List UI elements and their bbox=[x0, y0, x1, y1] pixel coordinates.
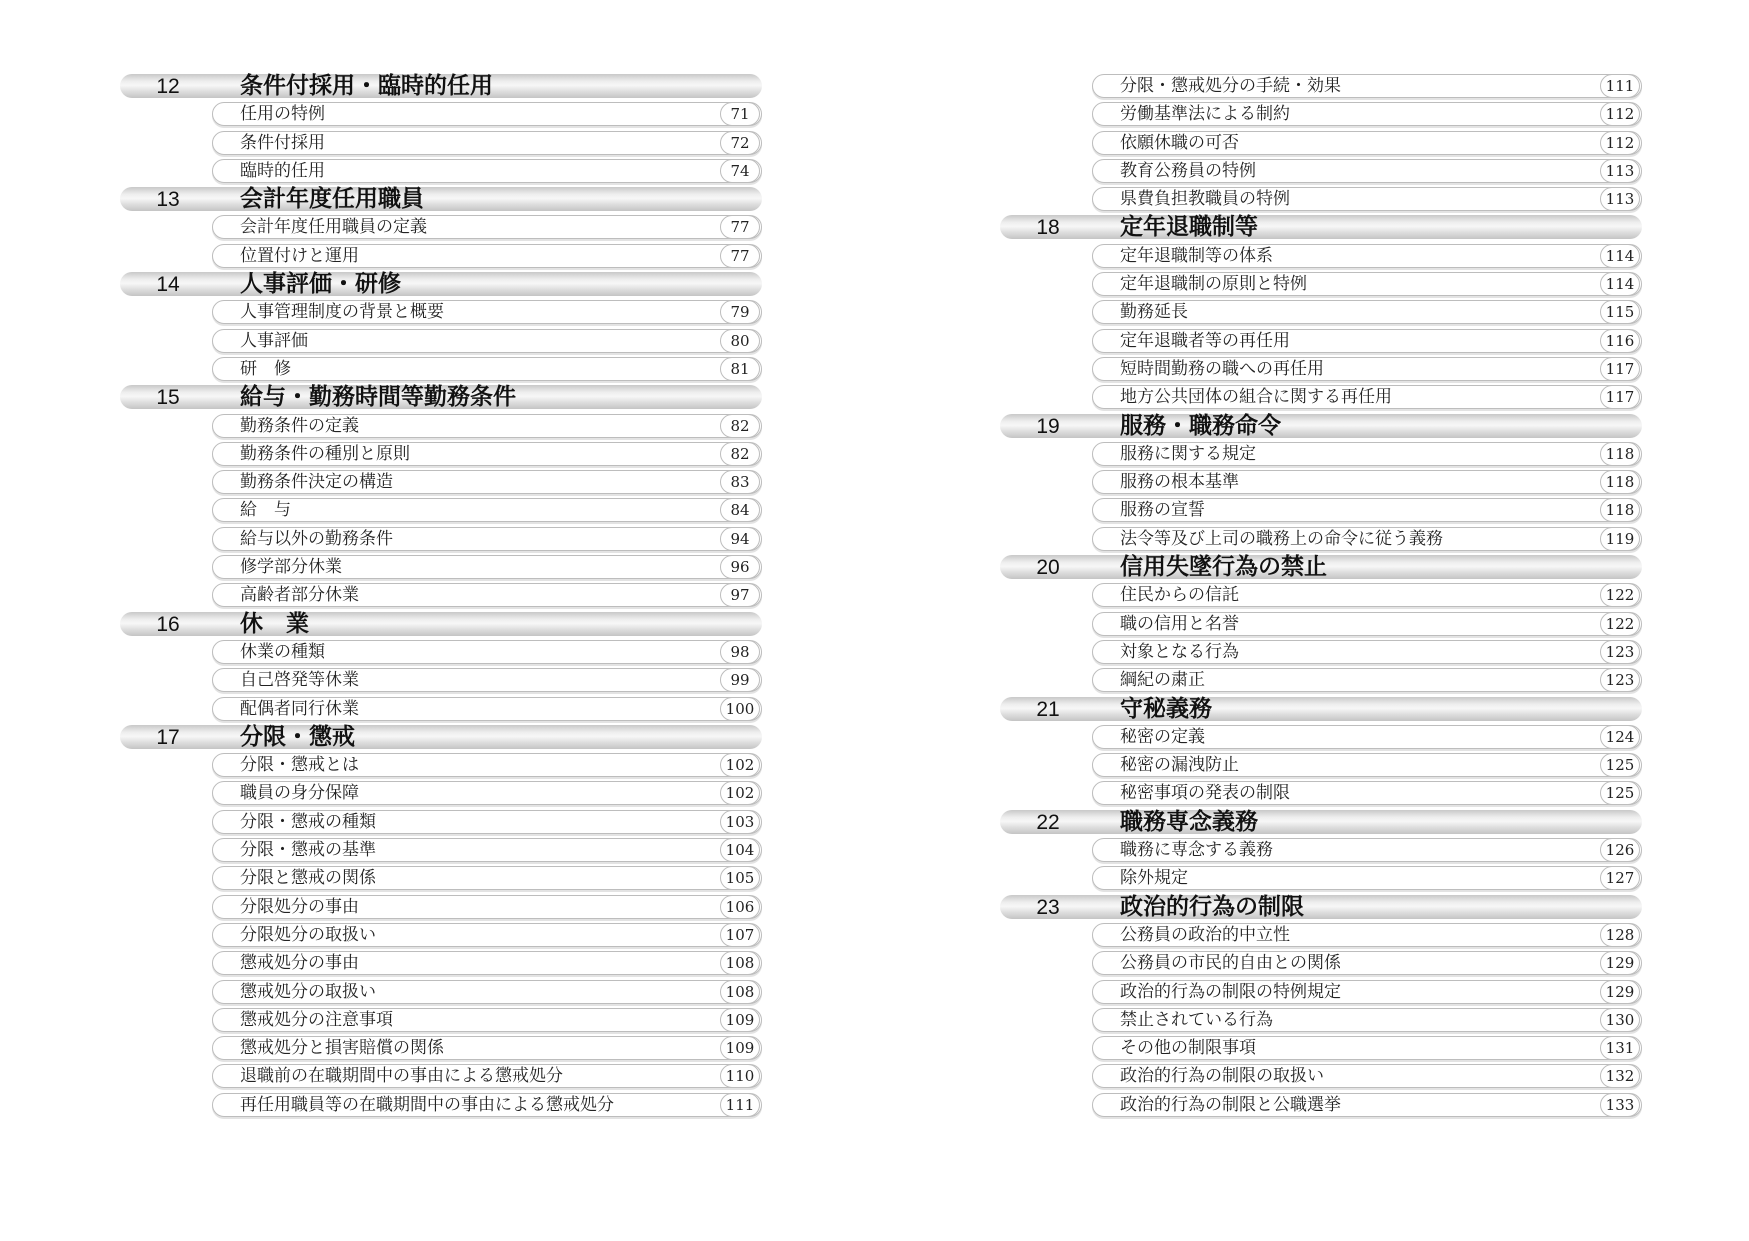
toc-entry[interactable] bbox=[120, 100, 762, 128]
toc-entry-label: 政治的行為の制限の特例規定 bbox=[1120, 981, 1341, 1002]
toc-entry-page-number: 77 bbox=[720, 215, 760, 239]
toc-entry[interactable] bbox=[1000, 921, 1642, 949]
toc-entry-page-number: 111 bbox=[1600, 74, 1640, 98]
toc-entry[interactable] bbox=[120, 129, 762, 157]
toc-entry-label: 位置付けと運用 bbox=[240, 245, 359, 266]
toc-entry-page-number: 124 bbox=[1600, 725, 1640, 749]
toc-entry-page-number: 104 bbox=[720, 838, 760, 862]
toc-entry-label: 再任用職員等の在職期間中の事由による懲戒処分 bbox=[240, 1094, 614, 1115]
toc-entry-page-number: 79 bbox=[720, 300, 760, 324]
chapter-heading[interactable] bbox=[120, 72, 762, 100]
toc-entry-label: 住民からの信託 bbox=[1120, 585, 1239, 606]
toc-entry-page-number: 111 bbox=[720, 1093, 760, 1117]
toc-entry-label: 定年退職制等の体系 bbox=[1120, 245, 1273, 266]
chapter-number: 14 bbox=[156, 273, 180, 297]
toc-entry-page-number: 129 bbox=[1600, 951, 1640, 975]
toc-entry-label: 任用の特例 bbox=[240, 104, 325, 125]
toc-right-column bbox=[1000, 72, 1642, 1119]
toc-entry-page-number: 110 bbox=[720, 1064, 760, 1088]
toc-entry-label: 懲戒処分の注意事項 bbox=[240, 1009, 393, 1030]
toc-entry-label: 自己啓発等休業 bbox=[240, 670, 359, 691]
toc-entry-page-number: 82 bbox=[720, 442, 760, 466]
chapter-heading-bar bbox=[1000, 810, 1642, 834]
toc-entry-page-number: 118 bbox=[1600, 470, 1640, 494]
toc-entry-page-number: 118 bbox=[1600, 442, 1640, 466]
toc-entry-page-number: 112 bbox=[1600, 102, 1640, 126]
toc-entry-page-number: 100 bbox=[720, 697, 760, 721]
toc-entry-page-number: 107 bbox=[720, 923, 760, 947]
toc-entry-label: 研 修 bbox=[240, 358, 291, 379]
toc-entry-page-number: 112 bbox=[1600, 131, 1640, 155]
toc-entry-label: 分限・懲戒の種類 bbox=[240, 811, 376, 832]
toc-entry-page-number: 129 bbox=[1600, 980, 1640, 1004]
chapter-number: 23 bbox=[1036, 895, 1060, 919]
toc-entry-label: 分限・懲戒の基準 bbox=[240, 840, 376, 861]
toc-entry[interactable] bbox=[1000, 779, 1642, 807]
chapter-title: 職務専念義務 bbox=[1120, 808, 1258, 835]
toc-entry-label: 修学部分休業 bbox=[240, 557, 342, 578]
toc-entry-label: 服務の根本基準 bbox=[1120, 472, 1239, 493]
toc-entry[interactable] bbox=[1000, 440, 1642, 468]
toc-entry-page-number: 131 bbox=[1600, 1036, 1640, 1060]
toc-entry-page-number: 80 bbox=[720, 329, 760, 353]
toc-entry-label: 勤務延長 bbox=[1120, 302, 1188, 323]
toc-entry-label: 定年退職制の原則と特例 bbox=[1120, 274, 1307, 295]
toc-entry-page-number: 117 bbox=[1600, 385, 1640, 409]
chapter-heading-bar bbox=[1000, 895, 1642, 919]
toc-entry-page-number: 102 bbox=[720, 753, 760, 777]
toc-entry[interactable] bbox=[1000, 638, 1642, 666]
toc-entry[interactable] bbox=[120, 1062, 762, 1090]
toc-entry-label: 分限処分の取扱い bbox=[240, 924, 376, 945]
toc-entry[interactable] bbox=[1000, 751, 1642, 779]
toc-entry[interactable] bbox=[120, 864, 762, 892]
toc-entry-page-number: 123 bbox=[1600, 668, 1640, 692]
toc-entry-page-number: 128 bbox=[1600, 923, 1640, 947]
toc-entry-page-number: 81 bbox=[720, 357, 760, 381]
toc-entry[interactable] bbox=[1000, 1062, 1642, 1090]
toc-entry-label: 懲戒処分の取扱い bbox=[240, 981, 376, 1002]
toc-entry[interactable] bbox=[120, 779, 762, 807]
toc-entry[interactable] bbox=[1000, 72, 1642, 100]
toc-entry[interactable] bbox=[120, 921, 762, 949]
toc-entry-page-number: 102 bbox=[720, 781, 760, 805]
toc-entry[interactable] bbox=[120, 666, 762, 694]
toc-entry-page-number: 113 bbox=[1600, 187, 1640, 211]
toc-entry[interactable] bbox=[120, 242, 762, 270]
toc-entry[interactable] bbox=[1000, 327, 1642, 355]
toc-entry-label: 短時間勤務の職への再任用 bbox=[1120, 358, 1324, 379]
toc-entry-page-number: 130 bbox=[1600, 1008, 1640, 1032]
toc-entry-page-number: 125 bbox=[1600, 753, 1640, 777]
toc-entry[interactable] bbox=[1000, 581, 1642, 609]
chapter-heading[interactable] bbox=[1000, 695, 1642, 723]
toc-entry-page-number: 118 bbox=[1600, 498, 1640, 522]
toc-entry[interactable] bbox=[120, 525, 762, 553]
chapter-heading-bar bbox=[120, 612, 762, 636]
toc-entry[interactable] bbox=[1000, 496, 1642, 524]
toc-entry[interactable] bbox=[1000, 100, 1642, 128]
toc-entry[interactable] bbox=[120, 808, 762, 836]
chapter-number: 22 bbox=[1036, 810, 1060, 834]
chapter-heading[interactable] bbox=[120, 610, 762, 638]
chapter-number: 19 bbox=[1036, 414, 1060, 438]
chapter-title: 分限・懲戒 bbox=[240, 723, 355, 750]
toc-entry-label: 禁止されている行為 bbox=[1120, 1009, 1273, 1030]
toc-entry[interactable] bbox=[120, 978, 762, 1006]
toc-entry-label: 法令等及び上司の職務上の命令に従う義務 bbox=[1120, 528, 1443, 549]
toc-entry-label: 退職前の在職期間中の事由による懲戒処分 bbox=[240, 1066, 563, 1087]
toc-entry-label: 人事管理制度の背景と概要 bbox=[240, 302, 444, 323]
toc-entry[interactable] bbox=[120, 893, 762, 921]
chapter-heading[interactable] bbox=[1000, 213, 1642, 241]
toc-entry[interactable] bbox=[1000, 383, 1642, 411]
toc-entry-label: 県費負担教職員の特例 bbox=[1120, 189, 1290, 210]
toc-entry-label: 配偶者同行休業 bbox=[240, 698, 359, 719]
toc-entry[interactable] bbox=[1000, 949, 1642, 977]
toc-entry[interactable] bbox=[120, 440, 762, 468]
toc-entry-label: 綱紀の粛正 bbox=[1120, 670, 1205, 691]
toc-entry-label: 依願休職の可否 bbox=[1120, 132, 1239, 153]
toc-entry[interactable] bbox=[1000, 978, 1642, 1006]
toc-entry-label: 秘密事項の発表の制限 bbox=[1120, 783, 1290, 804]
toc-entry[interactable] bbox=[1000, 157, 1642, 185]
chapter-heading-bar bbox=[120, 187, 762, 211]
toc-entry-frame bbox=[212, 357, 762, 381]
chapter-heading-bar bbox=[1000, 697, 1642, 721]
toc-entry-page-number: 94 bbox=[720, 527, 760, 551]
toc-left-column bbox=[120, 72, 762, 1119]
chapter-title: 条件付採用・臨時的任用 bbox=[240, 73, 493, 99]
toc-entry-page-number: 98 bbox=[720, 640, 760, 664]
toc-entry-frame bbox=[212, 498, 762, 522]
toc-entry-label: 勤務条件の種別と原則 bbox=[240, 443, 410, 464]
toc-entry[interactable] bbox=[120, 157, 762, 185]
chapter-title: 定年退職制等 bbox=[1120, 214, 1258, 241]
toc-entry[interactable] bbox=[1000, 185, 1642, 213]
toc-entry-page-number: 74 bbox=[720, 159, 760, 183]
toc-entry-label: 公務員の市民的自由との関係 bbox=[1120, 953, 1341, 974]
toc-entry[interactable] bbox=[120, 751, 762, 779]
toc-entry-page-number: 83 bbox=[720, 470, 760, 494]
chapter-heading[interactable] bbox=[1000, 412, 1642, 440]
chapter-title: 服務・職務命令 bbox=[1120, 412, 1281, 439]
chapter-heading-bar bbox=[1000, 215, 1642, 239]
chapter-title: 会計年度任用職員 bbox=[240, 186, 424, 213]
toc-entry[interactable] bbox=[1000, 610, 1642, 638]
toc-entry-page-number: 127 bbox=[1600, 866, 1640, 890]
toc-entry-page-number: 77 bbox=[720, 244, 760, 268]
toc-entry-page-number: 122 bbox=[1600, 583, 1640, 607]
toc-entry-label: 勤務条件決定の構造 bbox=[240, 472, 393, 493]
toc-entry-label: 地方公共団体の組合に関する再任用 bbox=[1120, 387, 1392, 408]
toc-entry[interactable] bbox=[120, 1091, 762, 1119]
toc-entry-label: 服務に関する規定 bbox=[1120, 443, 1256, 464]
toc-entry-label: 分限処分の事由 bbox=[240, 896, 359, 917]
toc-entry-label: 高齢者部分休業 bbox=[240, 585, 359, 606]
toc-entry[interactable] bbox=[1000, 242, 1642, 270]
toc-entry-label: 給 与 bbox=[240, 500, 291, 521]
chapter-heading[interactable] bbox=[1000, 553, 1642, 581]
toc-entry-page-number: 117 bbox=[1600, 357, 1640, 381]
chapter-number: 15 bbox=[156, 386, 180, 410]
toc-entry-label: 懲戒処分と損害賠償の関係 bbox=[240, 1038, 444, 1059]
toc-entry-label: 定年退職者等の再任用 bbox=[1120, 330, 1290, 351]
toc-entry[interactable] bbox=[120, 1034, 762, 1062]
toc-entry-label: 職の信用と名誉 bbox=[1120, 613, 1239, 634]
toc-entry[interactable] bbox=[1000, 355, 1642, 383]
chapter-heading[interactable] bbox=[120, 185, 762, 213]
toc-entry[interactable] bbox=[120, 412, 762, 440]
toc-entry-label: 勤務条件の定義 bbox=[240, 415, 359, 436]
toc-entry-page-number: 114 bbox=[1600, 244, 1640, 268]
toc-entry-label: 公務員の政治的中立性 bbox=[1120, 924, 1290, 945]
chapter-heading-bar bbox=[120, 272, 762, 296]
toc-entry[interactable] bbox=[120, 695, 762, 723]
toc-entry[interactable] bbox=[120, 949, 762, 977]
toc-entry-label: 対象となる行為 bbox=[1120, 641, 1239, 662]
toc-entry-label: 会計年度任用職員の定義 bbox=[240, 217, 427, 238]
chapter-heading[interactable] bbox=[120, 270, 762, 298]
toc-entry-label: 除外規定 bbox=[1120, 868, 1188, 889]
toc-entry[interactable] bbox=[1000, 468, 1642, 496]
toc-entry-page-number: 96 bbox=[720, 555, 760, 579]
chapter-number: 18 bbox=[1036, 216, 1060, 240]
toc-entry-page-number: 103 bbox=[720, 810, 760, 834]
toc-entry-page-number: 115 bbox=[1600, 300, 1640, 324]
toc-entry-label: 給与以外の勤務条件 bbox=[240, 528, 393, 549]
toc-entry-page-number: 113 bbox=[1600, 159, 1640, 183]
toc-entry-page-number: 122 bbox=[1600, 612, 1640, 636]
toc-entry[interactable] bbox=[1000, 723, 1642, 751]
toc-entry[interactable] bbox=[1000, 1006, 1642, 1034]
toc-entry[interactable] bbox=[120, 581, 762, 609]
toc-entry-page-number: 109 bbox=[720, 1008, 760, 1032]
chapter-title: 信用失墜行為の禁止 bbox=[1120, 554, 1327, 581]
toc-entry-label: 条件付採用 bbox=[240, 132, 325, 153]
toc-entry[interactable] bbox=[120, 327, 762, 355]
toc-entry-label: 臨時的任用 bbox=[240, 160, 325, 181]
chapter-number: 20 bbox=[1036, 556, 1060, 580]
toc-entry-label: 人事評価 bbox=[240, 330, 308, 351]
toc-entry[interactable] bbox=[1000, 1091, 1642, 1119]
toc-entry[interactable] bbox=[120, 298, 762, 326]
toc-entry-page-number: 82 bbox=[720, 414, 760, 438]
toc-entry-page-number: 116 bbox=[1600, 329, 1640, 353]
toc-entry-label: その他の制限事項 bbox=[1120, 1038, 1256, 1059]
toc-entry[interactable] bbox=[1000, 836, 1642, 864]
toc-entry-page-number: 126 bbox=[1600, 838, 1640, 862]
toc-entry-label: 政治的行為の制限と公職選挙 bbox=[1120, 1094, 1341, 1115]
toc-entry-label: 秘密の定義 bbox=[1120, 726, 1205, 747]
toc-entry-page-number: 105 bbox=[720, 866, 760, 890]
toc-entry-label: 服務の宣誓 bbox=[1120, 500, 1205, 521]
chapter-title: 人事評価・研修 bbox=[240, 271, 401, 298]
chapter-heading[interactable] bbox=[120, 723, 762, 751]
toc-entry[interactable] bbox=[120, 836, 762, 864]
toc-entry-page-number: 109 bbox=[720, 1036, 760, 1060]
chapter-number: 17 bbox=[156, 725, 180, 749]
toc-entry-page-number: 97 bbox=[720, 583, 760, 607]
toc-entry-page-number: 132 bbox=[1600, 1064, 1640, 1088]
chapter-title: 休 業 bbox=[240, 610, 309, 637]
chapter-number: 13 bbox=[156, 188, 180, 212]
chapter-heading-bar bbox=[1000, 414, 1642, 438]
chapter-title: 政治的行為の制限 bbox=[1120, 893, 1304, 920]
chapter-heading-bar bbox=[120, 725, 762, 749]
toc-entry-label: 職員の身分保障 bbox=[240, 783, 359, 804]
toc-entry[interactable] bbox=[120, 1006, 762, 1034]
toc-entry[interactable] bbox=[1000, 298, 1642, 326]
toc-entry-page-number: 84 bbox=[720, 498, 760, 522]
toc-entry[interactable] bbox=[120, 213, 762, 241]
chapter-heading[interactable] bbox=[1000, 893, 1642, 921]
toc-entry-page-number: 108 bbox=[720, 951, 760, 975]
toc-entry-label: 秘密の漏洩防止 bbox=[1120, 755, 1239, 776]
toc-entry[interactable] bbox=[1000, 270, 1642, 298]
chapter-heading[interactable] bbox=[1000, 808, 1642, 836]
chapter-number: 16 bbox=[156, 612, 180, 636]
toc-entry-label: 懲戒処分の事由 bbox=[240, 953, 359, 974]
toc-entry-label: 分限・懲戒とは bbox=[240, 755, 359, 776]
chapter-heading[interactable] bbox=[120, 383, 762, 411]
toc-entry-label: 分限・懲戒処分の手続・効果 bbox=[1120, 76, 1341, 96]
toc-entry-page-number: 108 bbox=[720, 980, 760, 1004]
toc-entry-page-number: 106 bbox=[720, 895, 760, 919]
toc-entry-page-number: 114 bbox=[1600, 272, 1640, 296]
toc-entry-label: 労働基準法による制約 bbox=[1120, 104, 1290, 125]
toc-entry-label: 政治的行為の制限の取扱い bbox=[1120, 1066, 1324, 1087]
toc-entry-label: 休業の種類 bbox=[240, 641, 325, 662]
toc-entry-page-number: 71 bbox=[720, 102, 760, 126]
toc-entry[interactable] bbox=[1000, 864, 1642, 892]
toc-entry-label: 教育公務員の特例 bbox=[1120, 160, 1256, 181]
toc-entry-page-number: 99 bbox=[720, 668, 760, 692]
chapter-title: 給与・勤務時間等勤務条件 bbox=[240, 384, 516, 411]
toc-entry-label: 分限と懲戒の関係 bbox=[240, 868, 376, 889]
toc-entry[interactable] bbox=[1000, 129, 1642, 157]
toc-entry-page-number: 119 bbox=[1600, 527, 1640, 551]
toc-entry[interactable] bbox=[120, 355, 762, 383]
toc-entry-label: 職務に専念する義務 bbox=[1120, 840, 1273, 861]
toc-entry[interactable] bbox=[1000, 525, 1642, 553]
toc-entry-page-number: 125 bbox=[1600, 781, 1640, 805]
chapter-title: 守秘義務 bbox=[1120, 695, 1212, 722]
toc-entry[interactable] bbox=[120, 496, 762, 524]
toc-entry-page-number: 133 bbox=[1600, 1093, 1640, 1117]
toc-entry-page-number: 123 bbox=[1600, 640, 1640, 664]
toc-entry[interactable] bbox=[120, 638, 762, 666]
chapter-number: 12 bbox=[156, 75, 180, 98]
toc-entry[interactable] bbox=[120, 468, 762, 496]
toc-entry[interactable] bbox=[1000, 1034, 1642, 1062]
chapter-number: 21 bbox=[1036, 697, 1060, 721]
toc-entry-page-number: 72 bbox=[720, 131, 760, 155]
toc-entry[interactable] bbox=[1000, 666, 1642, 694]
toc-entry[interactable] bbox=[120, 553, 762, 581]
